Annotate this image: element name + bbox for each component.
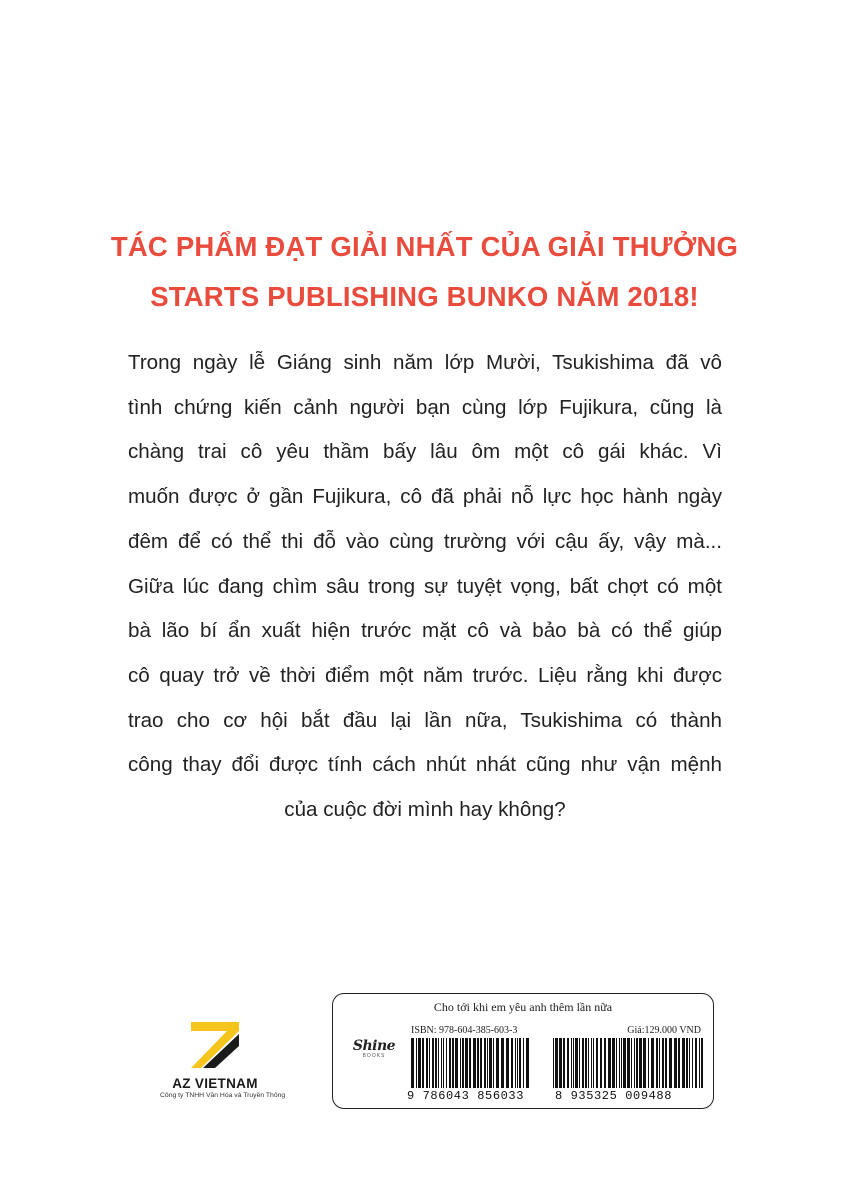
barcode-bar	[511, 1038, 513, 1088]
barcode-bar	[571, 1038, 572, 1088]
barcode-bar	[643, 1038, 646, 1088]
barcode-bar	[493, 1038, 494, 1088]
barcode-bar	[487, 1038, 488, 1088]
barcode-bar	[438, 1038, 439, 1088]
barcode-bar	[567, 1038, 569, 1088]
blurb-line: công thay đổi được tính cách nhút nhát cũng như vận mệnh	[128, 753, 722, 777]
barcode-bar	[608, 1038, 611, 1088]
barcode-bar	[555, 1038, 558, 1088]
barcode-bar	[465, 1038, 468, 1088]
barcode-bar	[553, 1038, 554, 1088]
barcode-bar	[636, 1038, 638, 1088]
barcode-bar	[446, 1038, 447, 1088]
book-blurb	[128, 341, 722, 833]
barcode-bar	[462, 1038, 464, 1088]
barcode-bar	[473, 1038, 476, 1088]
barcode-bar	[627, 1038, 630, 1088]
barcode-bar	[432, 1038, 434, 1088]
barcode-bar	[659, 1038, 660, 1088]
blurb-line: muốn được ở gần Fujikura, cô đã phải nỗ lực học hành ngày	[128, 485, 722, 509]
isbn-text: ISBN: 978-604-385-603-3	[411, 1025, 518, 1036]
barcode-bar	[506, 1038, 509, 1088]
barcode-bar	[523, 1038, 524, 1088]
barcode-bar	[496, 1038, 499, 1088]
az-logo-icon	[187, 1022, 243, 1070]
blurb-line: của cuộc đời mình hay không?	[284, 798, 566, 822]
barcode-bar	[455, 1038, 458, 1088]
barcode-bar	[480, 1038, 482, 1088]
barcode-bar	[422, 1038, 424, 1088]
barcode-bar	[484, 1038, 486, 1088]
blurb-line: cô quay trở về thời điểm một năm trước. Liệu rằng khi được	[128, 663, 722, 687]
headline-line-1: TÁC PHẨM ĐẠT GIẢI NHẤT CỦA GIẢI THƯỞNG	[110, 231, 739, 262]
barcode-bar	[501, 1038, 504, 1088]
blurb-line: chàng trai cô yêu thầm bấy lâu ôm một cô gái khác. Vì	[128, 440, 722, 464]
barcode-bar	[563, 1038, 565, 1088]
barcode-bar	[469, 1038, 471, 1088]
barcode-bar	[435, 1038, 437, 1088]
barcode-bar	[701, 1038, 703, 1088]
barcode-bar	[588, 1038, 589, 1088]
brand-sub: BOOKS	[362, 1053, 386, 1059]
blurb-line: đêm để có thể thi đỗ vào cùng trường với cậu ấy, vậy mà...	[128, 529, 722, 553]
barcode-bar	[623, 1038, 626, 1088]
barcode-bar	[604, 1038, 606, 1088]
blurb-line: Giữa lúc đang chìm sâu trong sự tuyệt vọng, bất chợt có một	[128, 574, 722, 598]
barcode-bar	[682, 1038, 685, 1088]
barcode-bar	[441, 1038, 442, 1088]
barcode-bar	[449, 1038, 451, 1088]
price-text: Giá:129.000 VND	[627, 1025, 701, 1036]
barcode-book-title: Cho tới khi em yêu anh thêm lần nữa	[433, 1000, 613, 1014]
barcode-bar	[689, 1038, 690, 1088]
barcode-bar	[678, 1038, 680, 1088]
barcode-bar	[600, 1038, 602, 1088]
barcode-bar	[591, 1038, 592, 1088]
barcode-bar	[634, 1038, 635, 1088]
publisher-name: AZ VIETNAM	[172, 1076, 258, 1091]
brand-name: Shine	[352, 1038, 396, 1054]
barcode-bar	[411, 1038, 414, 1088]
barcode-bar	[692, 1038, 693, 1088]
shine-books-logo	[343, 1038, 405, 1059]
barcode-bar	[669, 1038, 672, 1088]
barcode-bar	[573, 1038, 574, 1088]
barcode-bar	[619, 1038, 620, 1088]
barcode-bar	[416, 1038, 417, 1088]
barcode-bar	[515, 1038, 516, 1088]
barcode-bar	[656, 1038, 658, 1088]
barcode-bar	[519, 1038, 521, 1088]
barcode-bar	[674, 1038, 677, 1088]
barcode-bar	[452, 1038, 454, 1088]
barcode-bar	[695, 1038, 697, 1088]
barcode-bar	[651, 1038, 654, 1088]
barcode-bar	[648, 1038, 649, 1088]
barcode-bar	[665, 1038, 667, 1088]
headline	[0, 222, 849, 322]
barcode-bar	[585, 1038, 587, 1088]
barcode-bar	[575, 1038, 578, 1088]
barcode-bar	[429, 1038, 430, 1088]
barcode-bar	[582, 1038, 584, 1088]
barcode-bar	[616, 1038, 617, 1088]
barcode-bar	[631, 1038, 632, 1088]
barcode-label	[332, 993, 714, 1109]
publisher-logo	[160, 1022, 286, 1099]
barcode-bar	[443, 1038, 444, 1088]
barcode-bar	[418, 1038, 421, 1088]
barcode-bar	[621, 1038, 622, 1088]
barcode-bar	[699, 1038, 700, 1088]
barcode-bar	[517, 1038, 518, 1088]
blurb-line: tình chứng kiến cảnh người bạn cùng lớp Fujikura, cũng là	[128, 395, 722, 419]
barcode-bar	[489, 1038, 492, 1088]
ean-barcode-number: 8 935325 009488	[555, 1089, 673, 1103]
barcode-bar	[686, 1038, 688, 1088]
blurb-line: trao cho cơ hội bắt đầu lại lần nữa, Tsukishima có thành	[128, 708, 722, 732]
barcode-bar	[426, 1038, 428, 1088]
barcode-bar	[596, 1038, 598, 1088]
isbn-barcode-number: 9 786043 856033	[407, 1089, 525, 1103]
headline-line-2: STARTS PUBLISHING BUNKO NĂM 2018!	[150, 281, 699, 312]
barcode-bar	[579, 1038, 580, 1088]
publisher-subtitle: Công ty TNHH Văn Hóa và Truyền Thông	[160, 1092, 286, 1099]
ean-barcode	[553, 1038, 703, 1088]
barcode-bar	[593, 1038, 594, 1088]
isbn-barcode	[411, 1038, 529, 1088]
blurb-line: Trong ngày lễ Giáng sinh năm lớp Mười, Tsukishima đã vô	[128, 351, 722, 374]
barcode-bar	[639, 1038, 642, 1088]
barcode-bar	[477, 1038, 479, 1088]
barcode-bar	[526, 1038, 529, 1088]
barcode-bar	[460, 1038, 461, 1088]
blurb-line: bà lão bí ẩn xuất hiện trước mặt cô và bảo bà có thể giúp	[128, 619, 722, 643]
barcode-bar	[662, 1038, 664, 1088]
barcode-bar	[559, 1038, 562, 1088]
barcode-bar	[612, 1038, 615, 1088]
